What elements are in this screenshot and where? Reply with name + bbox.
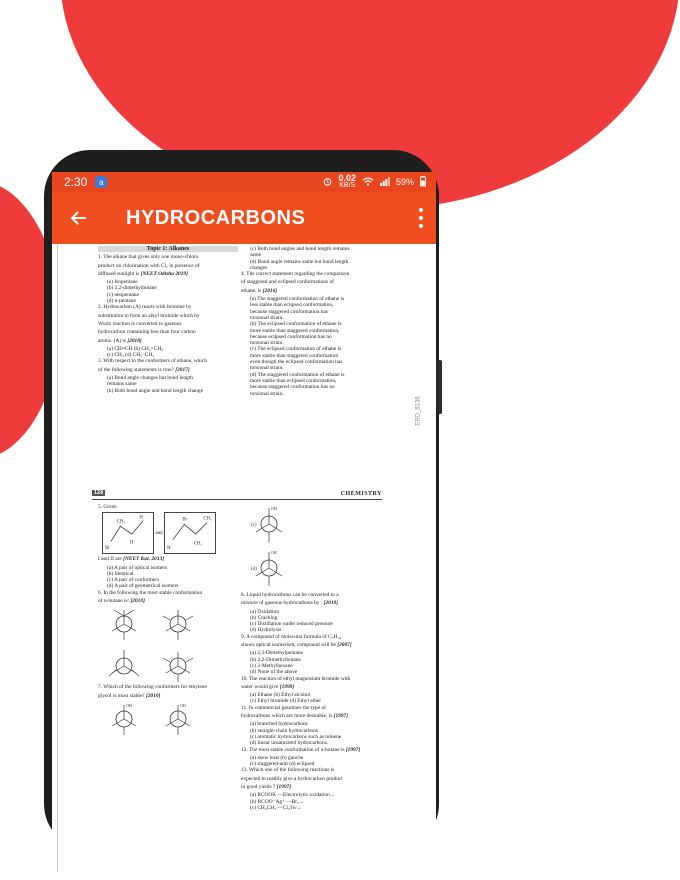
battery-icon bbox=[420, 176, 426, 188]
app-notification-icon: a bbox=[95, 176, 107, 188]
battery-percent: 59% bbox=[395, 177, 414, 187]
page2-header bbox=[92, 490, 382, 500]
newman-projection-glycol-b bbox=[160, 701, 196, 737]
svg-text:OH: OH bbox=[126, 702, 132, 708]
svg-text:H: H bbox=[139, 516, 143, 522]
question-7-newman-figures bbox=[98, 701, 238, 737]
svg-text:(d): (d) bbox=[251, 567, 257, 572]
phone-screen bbox=[52, 172, 436, 872]
structure-I-figure bbox=[102, 512, 154, 554]
pdf-page-2 bbox=[52, 490, 436, 880]
page1-left-column bbox=[98, 246, 238, 394]
svg-text:CH₃: CH₃ bbox=[116, 519, 125, 525]
page-header-subject: CHEMISTRY bbox=[340, 491, 382, 497]
net-speed-unit: KB/S bbox=[339, 182, 356, 189]
signal-icon bbox=[380, 177, 390, 188]
svg-text:OH: OH bbox=[180, 702, 186, 708]
arrow-left-icon[interactable] bbox=[70, 208, 90, 228]
svg-text:CH₃: CH₃ bbox=[193, 541, 202, 547]
newman-projection-c bbox=[106, 648, 142, 684]
pdf-page-1 bbox=[52, 244, 436, 476]
page2-left-column: 5. Given Br CH₃ H H and Br H CH₃ CH₃ I and II are [NEET Kar. 2013] (a) A pair of optical isomers (b) Identical (c) A pair of conformers (d) A pair of geometrical isomers 6. In the following the most stable conformation of n-butane is: [2010] 7. Which of the following conformers for ethylene glycol is most stable? [2010] OH OH bbox=[98, 504, 238, 737]
status-right-group bbox=[323, 175, 426, 189]
status-time: 2:30 bbox=[64, 175, 88, 189]
structure-II-figure bbox=[164, 512, 216, 554]
svg-text:H: H bbox=[129, 540, 134, 546]
svg-text:CH₃: CH₃ bbox=[203, 516, 212, 522]
status-bar bbox=[52, 172, 436, 192]
newman-projection-c-option bbox=[249, 504, 289, 544]
svg-text:H: H bbox=[166, 546, 171, 552]
net-speed-value: 0.02 bbox=[338, 173, 356, 183]
svg-text:(c): (c) bbox=[251, 523, 257, 528]
svg-text:OH: OH bbox=[271, 506, 277, 511]
newman-projection-a bbox=[106, 606, 142, 642]
question-6-newman-figures bbox=[98, 606, 238, 684]
page-title: HYDROCARBONS bbox=[126, 206, 306, 229]
newman-projection-d-option bbox=[249, 548, 289, 588]
net-speed bbox=[338, 175, 356, 189]
question-5-figure: Br CH₃ H H and Br H CH₃ CH₃ bbox=[102, 512, 238, 554]
page1-right-column: (c) Both bond angles and bond length remains same (d) Bond angle remains same but bond length changes 4. The correct statement regarding the comparison of staggered and eclipsed conformations of ethane, is [2016] (a) The staggered conformation of ethane is less stable than eclipsed conformation, because staggered conformation has torsional strain. (b) The eclipsed conformation of ethane is more stable than staggered conformation, because eclipsed conformation has no torsional strain. (c) The eclipsed conformation of ethane is more stable than staggered conformation even though the eclipsed conformation has torsional strain. (d) The staggered conformation of ethane is more stable than eclipsed conformation, because staggered conformation has no torsional strain. bbox=[241, 246, 350, 397]
page2-right-column: OH (c) OH (d) 8. Liquid hydrocarbons can be converted to a mixture of gaseous hydrocarbons by : [2010] (a) Oxidation (b) Cracking (c) Distillation under reduced pressure (d) Hydrolysis 9. A compound of molecular formula of C₇H₁₆ shows optical isomerism, compound will be [2007] (a) 2,3-Dimethylpentane (b) 2,2-Dimethylbutane (c) 2-Methylhexane (d) None of the above 10. The reaction of ethyl magnesium bromide with water would give [1999] (a) Ethane (b) Ethyl alcohol (c) Ethyl bromide (d) Ethyl ether 11. In commercial gasolines the type of hydrocarbons which are more desirable, is [1997] (a) branched hydrocarbons (b) straight-chain hydrocarbons (c) aromatic hydrocarbons such as toluene (d) linear unsaturated hydrocarbons. 12. The most stable conformation of n-butane is [1997] (a) skew boat (b) gauche (c) staggered-anti (d) eclipsed 13. Which one of the following reactions is expected to readily give a hydrocarbon product in good yields ? [1997] (a) RCOOK —Electrolytic oxidation→ (b) RCOO⁻Ag⁺ —Br₂→ (c) CH₃CH₃ —Cl₂/hν→ bbox=[241, 504, 379, 811]
svg-text:Br: Br bbox=[105, 546, 110, 552]
phone-side-button bbox=[437, 360, 442, 414]
pdf-viewer[interactable] bbox=[52, 244, 436, 872]
question-1: 1. The alkane that gives only one mono-chloro product on chlorination with Cl₂ in presence of diffused sunlight is [NEET Odisha 2019] (a) Isopentane (b) 2,2-dimethylbutane (c) neopentane (d) n-pentane bbox=[98, 254, 200, 305]
question-2: 2. Hydrocarbon (A) reacts with bromine by substitution to form an alkyl bromide which by Wurtz reaction is converted to gaseous hydrocarbon containing less than four carbon atoms. (A) is [2018] (a) CH≡CH (b) CH₂=CH₂ (c) CH₄ (d) CH₃–CH₃ bbox=[98, 304, 200, 359]
svg-text:Br: Br bbox=[182, 517, 187, 523]
wifi-icon bbox=[362, 177, 374, 188]
page-id-label: ERD_8136 bbox=[415, 396, 422, 426]
phone-frame bbox=[44, 150, 439, 850]
newman-projection-d bbox=[160, 648, 196, 684]
more-vertical-icon[interactable] bbox=[414, 206, 428, 230]
svg-text:OH: OH bbox=[271, 550, 277, 555]
newman-projection-glycol-a bbox=[106, 701, 142, 737]
question-3: 3. With respect to the conformers of ethane, which of the following statements is true? [2017] (a) Bond angle changes but bond length remains same (b) Both bond angle and bond length change bbox=[98, 358, 207, 394]
page-number: 128 bbox=[94, 490, 104, 496]
topic-heading: Topic 1: Alkanes bbox=[98, 246, 238, 252]
newman-projection-b bbox=[160, 606, 196, 642]
alarm-icon bbox=[323, 177, 332, 188]
question-5-options-figures bbox=[241, 504, 379, 588]
app-bar bbox=[52, 192, 436, 244]
